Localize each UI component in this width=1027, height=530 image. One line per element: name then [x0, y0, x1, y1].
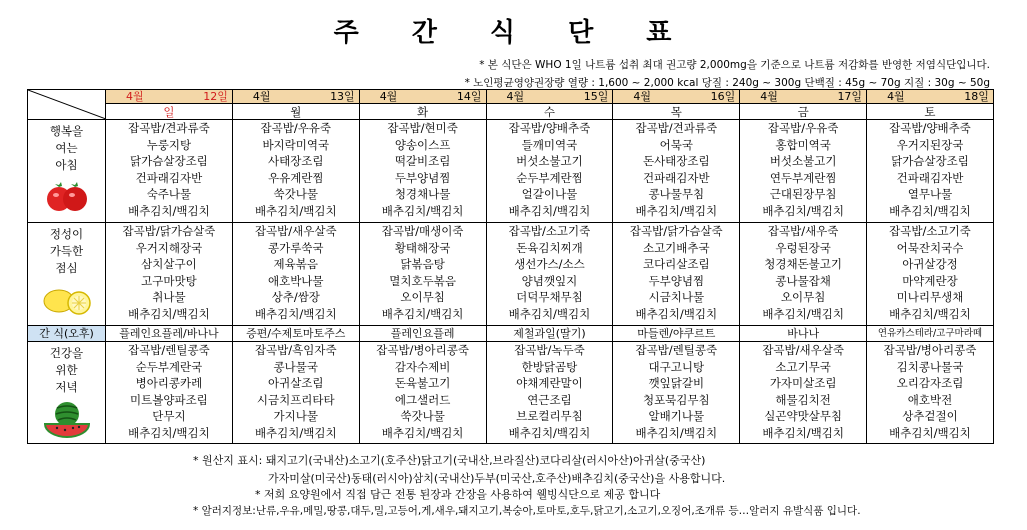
breakfast-menu-cell — [359, 120, 486, 223]
dish-item: 배추김치/백김치 — [889, 203, 971, 218]
date-row — [28, 90, 994, 104]
dish-item: 상추/쌈장 — [271, 290, 320, 305]
dish-item: 배추김치/백김치 — [889, 306, 971, 321]
dish-item: 잡곡밥/양배추죽 — [508, 121, 591, 135]
month-label: 4월 — [126, 90, 144, 104]
dish-item: 배추김치/백김치 — [254, 203, 337, 218]
lunch-label-line: 정성이 — [49, 227, 84, 241]
header-corner-cell — [28, 90, 106, 120]
dish-item: 김치콩나물국 — [896, 359, 964, 374]
dinner-label-cell — [28, 342, 106, 444]
dish-item: 잡곡밥/매생이죽 — [381, 224, 464, 238]
weekday-cell: 목 — [613, 104, 740, 120]
dish-item: 돈사태장조림 — [642, 154, 710, 169]
dish-item: 미트볼양파조림 — [130, 392, 208, 407]
dish-item: 잡곡밥/렌틸콩죽 — [128, 343, 210, 357]
dish-item: 오이무침 — [400, 290, 445, 305]
date-label: 16일 — [710, 90, 736, 104]
breakfast-menu-cell — [740, 120, 867, 223]
dish-item: 잡곡밥/우유죽 — [260, 121, 332, 135]
dinner-label-line: 저녁 — [55, 380, 78, 394]
lunch-menu-cell — [867, 223, 994, 326]
dinner-label-line: 위한 — [55, 363, 78, 377]
dish-item: 더덕무채무침 — [516, 290, 583, 305]
dinner-menu-cell — [613, 342, 740, 444]
lunch-menu-cell — [740, 223, 867, 326]
lunch-label-line: 점심 — [55, 261, 78, 275]
dish-item: 코다리살조림 — [642, 257, 710, 272]
dish-item: 잡곡밥/견과류죽 — [128, 121, 210, 135]
dish-item: 오이무침 — [780, 290, 826, 305]
dish-item: 어묵국 — [659, 137, 693, 152]
dish-item: 우유계란찜 — [267, 170, 324, 185]
date-label: 18일 — [964, 90, 989, 104]
dinner-row — [28, 342, 994, 444]
lunch-menu-cell — [106, 223, 233, 326]
dish-item: 아귀살강정 — [902, 257, 958, 272]
dish-item: 순두부계란찜 — [516, 170, 583, 185]
dish-item: 잡곡밥/병아리콩죽 — [883, 343, 977, 357]
breakfast-label-line: 여는 — [55, 141, 78, 155]
dish-item: 버섯소불고기 — [516, 154, 583, 169]
dish-item: 잡곡밥/새우살죽 — [762, 343, 844, 357]
dish-item: 잡곡밥/닭가슴살죽 — [629, 224, 723, 238]
dish-item: 연근조림 — [527, 392, 572, 407]
dish-item: 배추김치/백김치 — [508, 425, 591, 440]
dish-item: 가지나물 — [273, 409, 318, 424]
dish-item: 배추김치/백김치 — [508, 306, 591, 321]
dish-item: 순두부계란국 — [135, 359, 203, 374]
dish-item: 배추김치/백김치 — [762, 306, 844, 321]
dish-item: 배추김치/백김치 — [635, 425, 718, 440]
allergy-note: * 알러지정보:난류,우유,메밀,땅콩,대두,밀,고등어,게,새우,돼지고기,복숭아,토마토,호두,닭고기,소고기,오징어,조개류 등…알러지 유발식품 입니다. — [193, 505, 861, 517]
lemon-icon — [28, 281, 105, 319]
dish-item: 청경채돈불고기 — [764, 257, 843, 272]
snack-item-cell: 플레인요플레 — [359, 326, 486, 342]
snack-item-cell: 바나나 — [740, 326, 867, 342]
dish-item: 배추김치/백김치 — [889, 425, 971, 440]
dish-item: 아귀살조림 — [267, 376, 324, 391]
dish-item: 잡곡밥/병아리콩죽 — [376, 343, 469, 357]
page-title: 주 간 식 단 표 — [333, 18, 694, 48]
dish-item: 잡곡밥/녹두죽 — [514, 343, 585, 357]
dish-item: 깻잎닭갈비 — [648, 376, 705, 391]
dish-item: 시금치프리타타 — [256, 392, 335, 407]
dish-item: 생선가스/소스 — [514, 257, 585, 272]
dish-item: 에그샐러드 — [394, 392, 451, 407]
dish-item: 콩나물잡채 — [775, 273, 831, 288]
dish-item: 청포묵김무침 — [642, 392, 710, 407]
snack-item-cell: 플레인요플레/바나나 — [106, 326, 233, 342]
dish-item: 양송이스프 — [394, 137, 451, 152]
month-label: 4월 — [633, 90, 651, 104]
lunch-menu-cell — [613, 223, 740, 326]
snack-item-cell: 마들렌/야쿠르트 — [613, 326, 740, 342]
dish-item: 잡곡밥/닭가슴살죽 — [122, 224, 216, 238]
dinner-menu-cell — [232, 342, 359, 444]
lunch-label-cell — [28, 223, 106, 326]
weekday-cell: 월 — [232, 104, 359, 120]
breakfast-menu-cell — [486, 120, 613, 223]
dish-item: 배추김치/백김치 — [635, 203, 718, 218]
tomato-icon — [28, 178, 105, 214]
dish-item: 쑥갓나물 — [400, 409, 445, 424]
lunch-row — [28, 223, 994, 326]
origin-note: * 원산지 표시: 돼지고기(국내산)소고기(호주산)닭고기(국내산,브라질산)코다리살(러시아산)아귀살(중국산) — [193, 454, 706, 467]
dish-item: 우거지된장국 — [896, 137, 964, 152]
dish-item: 배추김치/백김치 — [381, 203, 464, 218]
dish-item: 잡곡밥/렌틸콩죽 — [635, 343, 718, 357]
dish-item: 삼치살구이 — [141, 257, 197, 272]
dish-item: 배추김치/백김치 — [635, 306, 718, 321]
dish-item: 콩가루쑥국 — [267, 240, 324, 255]
dish-item: 바지락미역국 — [262, 137, 330, 152]
dish-item: 잡곡밥/흑임자죽 — [254, 343, 337, 357]
dish-item: 배추김치/백김치 — [128, 425, 210, 440]
dish-item: 배추김치/백김치 — [762, 425, 844, 440]
dish-item: 숙주나물 — [146, 187, 192, 202]
dish-item: 대구고니탕 — [648, 359, 705, 374]
dinner-menu-cell — [359, 342, 486, 444]
dish-item: 배추김치/백김치 — [128, 203, 210, 218]
sauce-note: * 저희 요양원에서 직접 담근 전통 된장과 간장을 사용하여 웰빙식단으로 제공 합니다 — [255, 488, 661, 501]
dish-item: 쑥갓나물 — [273, 187, 318, 202]
breakfast-label-cell — [28, 120, 106, 223]
lunch-menu-cell — [486, 223, 613, 326]
dinner-menu-cell — [106, 342, 233, 444]
dinner-menu-cell — [740, 342, 867, 444]
date-label: 13일 — [330, 90, 355, 104]
snack-item-cell: 연유카스테라/고구마라떼 — [867, 326, 994, 342]
dish-item: 배추김치/백김치 — [762, 203, 844, 218]
dish-item: 소고기배추국 — [642, 240, 710, 255]
date-label: 15일 — [583, 90, 609, 104]
dish-item: 버섯소불고기 — [769, 154, 837, 169]
dish-item: 콩나물무침 — [648, 187, 705, 202]
dish-item: 닭볶음탕 — [400, 257, 445, 272]
dish-item: 멸치호두볶음 — [389, 273, 456, 288]
dish-item: 사태장조림 — [267, 154, 324, 169]
date-label: 17일 — [837, 90, 863, 104]
dish-item: 우거지해장국 — [135, 240, 203, 255]
dish-item: 어묵잔치국수 — [896, 240, 964, 255]
date-cell — [613, 90, 740, 104]
dish-item: 상추겉절이 — [902, 409, 958, 424]
dish-item: 미나리무생채 — [896, 290, 964, 305]
dish-item: 콩나물국 — [273, 359, 318, 374]
watermelon-icon — [28, 400, 105, 438]
nutrition-note: * 노인평균영양권장량 열량 : 1,600 ~ 2,000 kcal 당질 : 240g ~ 300g 단백질 : 45g ~ 70g 지질 : 30g ~ 50g — [464, 77, 990, 89]
month-label: 4월 — [506, 90, 525, 104]
dish-item: 얼갈이나물 — [521, 187, 578, 202]
breakfast-label-line: 아침 — [55, 158, 78, 172]
dinner-menu-cell — [486, 342, 613, 444]
dish-item: 배추김치/백김치 — [254, 425, 337, 440]
dish-item: 제육볶음 — [273, 257, 318, 272]
breakfast-menu-cell — [106, 120, 233, 223]
date-cell — [106, 90, 233, 104]
dish-item: 잡곡밥/현미죽 — [387, 121, 458, 135]
snack-item-cell: 증편/수제토마토주스 — [232, 326, 359, 342]
dish-item: 시금치나물 — [648, 290, 705, 305]
dish-item: 애호박나물 — [267, 273, 324, 288]
dish-item: 근대된장무침 — [769, 187, 837, 202]
dish-item: 우렁된장국 — [775, 240, 831, 255]
dish-item: 고구마맛탕 — [141, 273, 197, 288]
dish-item: 실곤약맛살무침 — [764, 409, 843, 424]
dish-item: 배추김치/백김치 — [128, 306, 210, 321]
date-cell — [359, 90, 486, 104]
weekday-row — [28, 104, 994, 120]
dish-item: 잡곡밥/견과류죽 — [635, 121, 718, 135]
dish-item: 열무나물 — [907, 187, 953, 202]
dish-item: 야채계란말이 — [516, 376, 583, 391]
weekday-cell: 일 — [106, 104, 233, 120]
dish-item: 한방닭곰탕 — [521, 359, 578, 374]
dish-item: 잡곡밥/소고기죽 — [889, 224, 971, 238]
dish-item: 잡곡밥/새우살죽 — [254, 224, 337, 238]
dish-item: 배추김치/백김치 — [381, 306, 464, 321]
dish-item: 알배기나물 — [648, 409, 705, 424]
dish-item: 두부양념찜 — [394, 170, 451, 185]
origin-note-continued: 가자미살(미국산)동태(러시아)삼치(국내산)두부(미국산,호주산)배추김치(중국산)을 사용합니다. — [268, 472, 726, 485]
date-label: 12일 — [203, 90, 228, 104]
weekday-cell: 화 — [359, 104, 486, 120]
weekday-cell: 금 — [740, 104, 867, 120]
dish-item: 배추김치/백김치 — [254, 306, 337, 321]
lunch-menu-cell — [359, 223, 486, 326]
dish-item: 가자미살조림 — [769, 376, 837, 391]
dish-item: 누룽지탕 — [146, 137, 192, 152]
dish-item: 배추김치/백김치 — [381, 425, 464, 440]
dish-item: 단무지 — [152, 409, 186, 424]
dish-item: 건파래김자반 — [642, 170, 710, 185]
dish-item: 잡곡밥/소고기죽 — [508, 224, 591, 238]
date-cell — [486, 90, 613, 104]
date-cell — [232, 90, 359, 104]
dish-item: 홍합미역국 — [775, 137, 831, 152]
lunch-label-line: 가득한 — [49, 244, 84, 258]
month-label: 4월 — [760, 90, 778, 104]
dish-item: 황태해장국 — [394, 240, 451, 255]
weekly-menu-table — [27, 89, 994, 444]
month-label: 4월 — [379, 90, 398, 104]
dish-item: 닭가슴살장조림 — [891, 154, 969, 169]
dinner-label-line: 건강을 — [49, 346, 84, 360]
dish-item: 두부양념찜 — [648, 273, 705, 288]
breakfast-menu-cell — [613, 120, 740, 223]
sodium-note: * 본 식단은 WHO 1일 나트륨 섭취 최대 권고량 2,000mg을 기준으로 나트륨 저감화를 반영한 저염식단입니다. — [479, 59, 990, 71]
dish-item: 마약계란장 — [902, 273, 958, 288]
breakfast-menu-cell — [867, 120, 994, 223]
dish-item: 잡곡밥/양배추죽 — [889, 121, 971, 135]
dish-item: 건파래김자반 — [896, 170, 964, 185]
dish-item: 병아리콩카레 — [135, 376, 203, 391]
dish-item: 청경채나물 — [394, 187, 451, 202]
weekday-cell: 토 — [867, 104, 994, 120]
dish-item: 건파래김자반 — [135, 170, 203, 185]
dish-item: 취나물 — [152, 290, 186, 305]
breakfast-label-line: 행복을 — [49, 124, 84, 138]
dish-item: 닭가슴살장조림 — [130, 154, 208, 169]
dish-item: 오리감자조림 — [896, 376, 964, 391]
dish-item: 배추김치/백김치 — [508, 203, 591, 218]
snack-label-cell: 간 식(오후) — [28, 326, 106, 342]
dish-item: 잡곡밥/우유죽 — [767, 121, 839, 135]
dish-item: 양념깻잎지 — [521, 273, 578, 288]
dish-item: 감자수제비 — [394, 359, 451, 374]
snack-item-cell: 제철과일(딸기) — [486, 326, 613, 342]
dish-item: 소고기무국 — [775, 359, 831, 374]
dish-item: 들깨미역국 — [521, 137, 578, 152]
weekday-cell: 수 — [486, 104, 613, 120]
dish-item: 떡갈비조림 — [394, 154, 451, 169]
dish-item: 돈육불고기 — [394, 376, 451, 391]
dish-item: 해물김치전 — [775, 392, 831, 407]
date-label: 14일 — [456, 90, 482, 104]
dish-item: 브로컬리무침 — [516, 409, 583, 424]
date-cell — [740, 90, 867, 104]
dish-item: 애호박전 — [907, 392, 953, 407]
month-label: 4월 — [252, 90, 271, 104]
month-label: 4월 — [887, 90, 905, 104]
dish-item: 돈육김치찌개 — [516, 240, 583, 255]
dish-item: 연두부계란찜 — [769, 170, 837, 185]
breakfast-menu-cell — [232, 120, 359, 223]
breakfast-row — [28, 120, 994, 223]
dish-item: 잡곡밥/새우죽 — [767, 224, 839, 238]
dinner-menu-cell — [867, 342, 994, 444]
lunch-menu-cell — [232, 223, 359, 326]
snack-row — [28, 326, 994, 342]
date-cell — [867, 90, 994, 104]
